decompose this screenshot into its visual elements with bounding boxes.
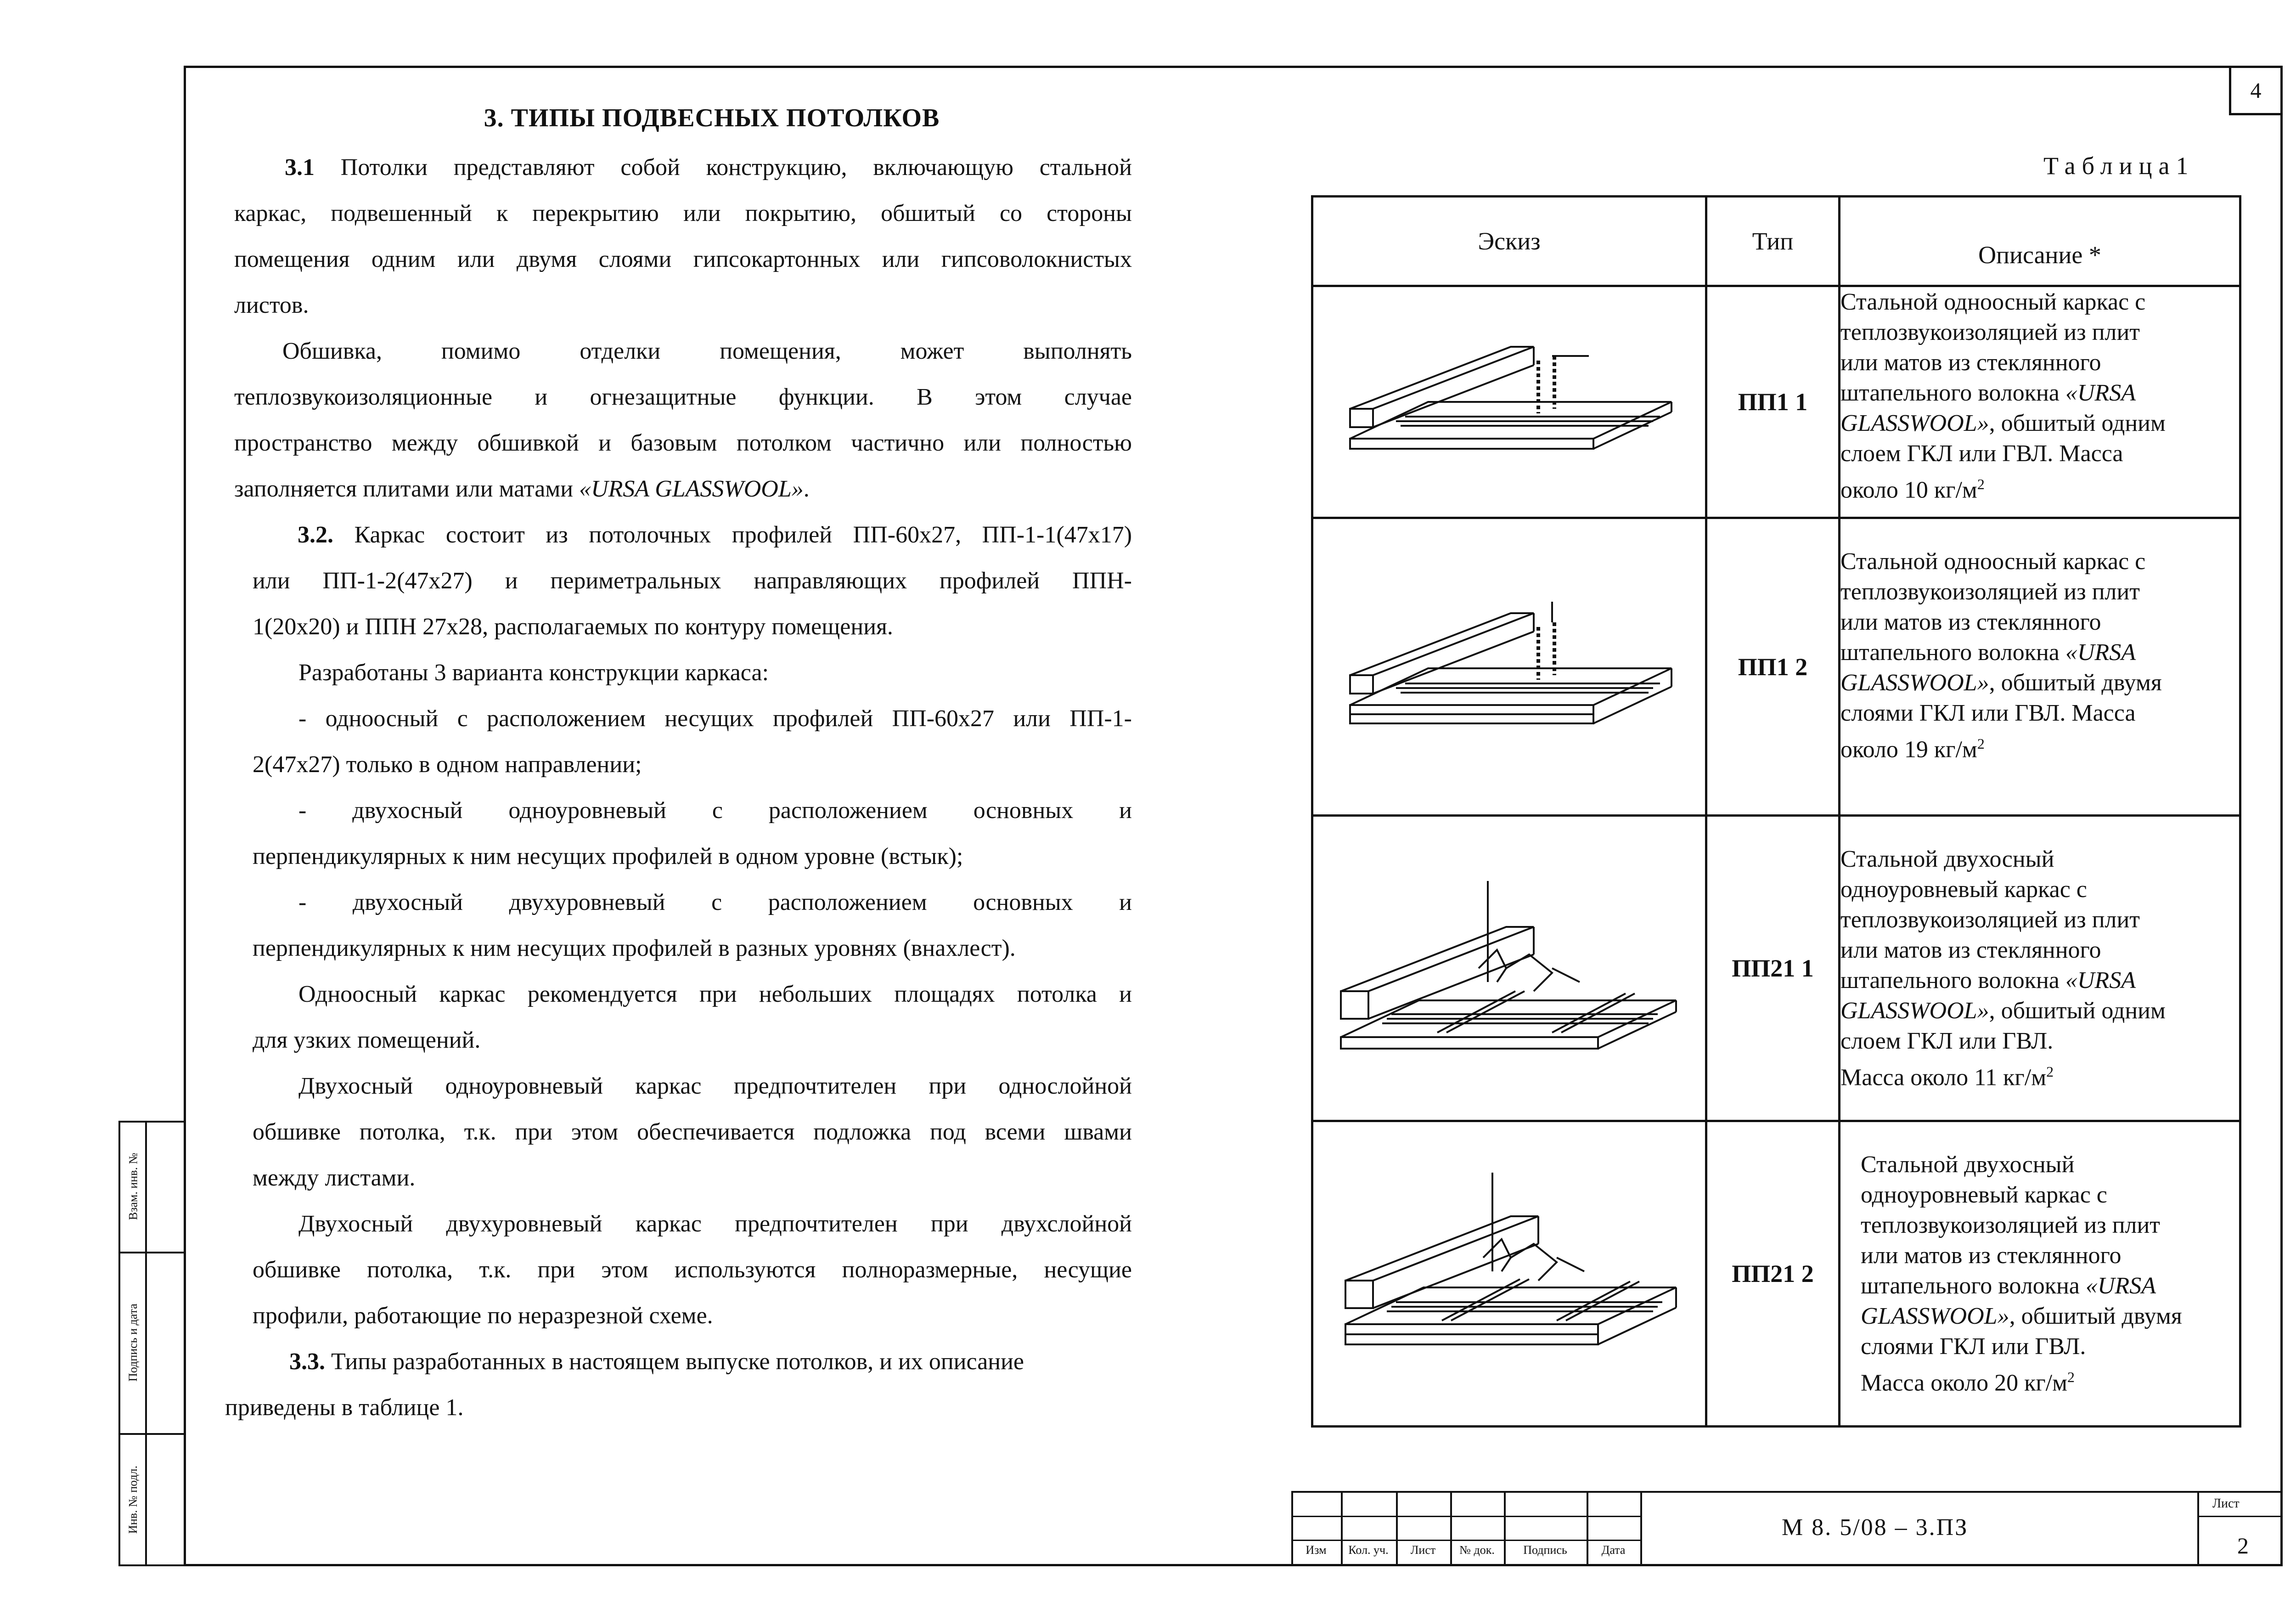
paragraph-cladding-line: пространство между обшивкой и базовым потолком частично или полностью (234, 430, 1132, 456)
title-block-row-line (2197, 1516, 2283, 1517)
paragraph-3-2-line: 1(20х20) и ППН 27х28, располагаемых по контуру помещения. (253, 614, 893, 640)
title-block-col-qty: Кол. уч. (1348, 1543, 1389, 1557)
paragraph-3-1-line: листов. (234, 292, 309, 318)
paragraph-cladding-line: Обшивка, помимо отделки помещения, может выполнять (282, 338, 1132, 364)
sheet-number: 2 (2237, 1533, 2249, 1558)
variant-1-line: - одноосный с расположением несущих профилей ПП-60х27 или ПП-1- (298, 706, 1132, 732)
paragraph-number: 3.1 (285, 154, 315, 181)
type-cell: ПП1 1 (1706, 286, 1840, 518)
paragraph-biaxial-single-line: между листами. (253, 1165, 416, 1191)
side-stamp-sign-date: Подпись и дата (126, 1303, 140, 1382)
variant-1-line: 2(47х27) только в одном направлении; (253, 751, 642, 778)
paragraph-biaxial-single-line: Двухосный одноуровневый каркас предпочтителен при однослойной (298, 1073, 1132, 1099)
table-row (1312, 1121, 2240, 1427)
paragraph-cladding-line: теплозвукоизоляционные и огнезащитные функции. В этом случае (234, 384, 1132, 410)
title-block-col-sheet: Лист (1410, 1543, 1436, 1557)
paragraph-cladding-line: заполняется плитами или матами «URSA GLASSWOOL». (234, 476, 810, 502)
variant-3-line: - двухосный двухуровневый с расположением основных и (298, 889, 1132, 915)
title-block-col-doc: № док. (1459, 1543, 1495, 1557)
title-block-col-change: Изм (1306, 1543, 1327, 1557)
paragraph-variants-intro: Разработаны 3 варианта конструкции каркаса: (298, 660, 769, 686)
table-caption: Таблица1 (2043, 152, 2195, 180)
paragraph-3-2-line: или ПП-1-2(47х27) и периметральных направляющих профилей ППН- (253, 568, 1132, 594)
type-cell: ПП1 2 (1706, 518, 1840, 816)
description-cell: Стальной одноосный каркас с теплозвукоизоляцией из плит или матов из стеклянного штапельного волокна «URSA GLASSWOOL», обшитый двумя слоями ГКЛ или ГВЛ. Масса около 19 $кг/м^2$ (1840, 518, 2240, 816)
ceiling-sketch-biaxial-single (1313, 817, 1705, 1120)
header-sketch: Эскиз (1312, 197, 1706, 286)
paragraph-uniaxial-line: для узких помещений. (253, 1027, 481, 1053)
ceiling-types-table (1311, 195, 2241, 1428)
paragraph-3-2-line: 3.2. Каркас состоит из потолочных профилей ПП-60х27, ПП-1-1(47х17) (298, 522, 1132, 548)
title-block-col-date: Дата (1601, 1543, 1626, 1557)
sketch-cell (1312, 1121, 1706, 1427)
paragraph-biaxial-double-line: Двухосный двухуровневый каркас предпочтителен при двухслойной (298, 1211, 1132, 1237)
description-cell: Стальной двухосный одноуровневый каркас с теплозвукоизоляцией из плит или матов из стеклянного штапельного волокна «URSA GLASSWOOL», обшитый одним слоем ГКЛ или ГВЛ. Масса около 11 $кг/м^2$ (1840, 816, 2240, 1121)
sketch-cell (1312, 286, 1706, 518)
type-cell: ПП21 1 (1706, 816, 1840, 1121)
table-row (1312, 286, 2240, 518)
table-row (1312, 816, 2240, 1121)
document-code: М 8. 5/08 – 3.ПЗ (1782, 1514, 1969, 1541)
brand-name: «URSA GLASSWOOL» (579, 476, 804, 502)
paragraph-biaxial-double-line: обшивке потолка, т.к. при этом используются полноразмерные, несущие (253, 1257, 1132, 1283)
paragraph-biaxial-double-line: профили, работающие по неразрезной схеме. (253, 1303, 713, 1329)
side-stamp-inv-replace: Взам. инв. № (126, 1152, 140, 1220)
ceiling-sketch-biaxial-double (1313, 1122, 1705, 1425)
page-number: 4 (2250, 78, 2262, 103)
title-block-row-line (1291, 1540, 1640, 1541)
ceiling-sketch-uniaxial-double (1313, 519, 1705, 813)
title-block-divider (2197, 1491, 2199, 1566)
title-block-row-line (1291, 1516, 1640, 1517)
title-block-col-sign: Подпись (1523, 1543, 1567, 1557)
paragraph-3-1-line: помещения одним или двумя слоями гипсокартонных или гипсоволокнистых (234, 246, 1132, 272)
paragraph-3-3-line: 3.3. Типы разработанных в настоящем выпуске потолков, и их описание (289, 1349, 1024, 1375)
variant-3-line: перпендикулярных к ним несущих профилей в разных уровнях (внахлест). (253, 935, 1016, 961)
paragraph-number: 3.2. (298, 522, 333, 548)
paragraph-3-3-line: приведены в таблице 1. (225, 1394, 464, 1421)
description-cell: Стальной двухосный одноуровневый каркас с теплозвукоизоляцией из плит или матов из стеклянного штапельного волокна «URSA GLASSWOOL», обшитый двумя слоями ГКЛ или ГВЛ. Масса около 20 $кг/м^2$ (1840, 1121, 2240, 1427)
variant-2-line: - двухосный одноуровневый с расположением основных и (298, 797, 1132, 824)
paragraph-number: 3.3. (289, 1349, 325, 1375)
paragraph-3-1-line: каркас, подвешенный к перекрытию или покрытию, обшитый со стороны (234, 200, 1132, 226)
paragraph-biaxial-single-line: обшивке потолка, т.к. при этом обеспечивается подложка под всеми швами (253, 1119, 1132, 1145)
page-number-box (2229, 66, 2283, 115)
sheet-label: Лист (2212, 1496, 2240, 1511)
header-type: Тип (1706, 197, 1840, 286)
description-cell: Стальной одноосный каркас с теплозвукоизоляцией из плит или матов из стеклянного штапельного волокна «URSA GLASSWOOL», обшитый одним слоем ГКЛ или ГВЛ. Масса около 10 $кг/м^2$ (1840, 286, 2240, 518)
paragraph-uniaxial-line: Одноосный каркас рекомендуется при небольших площадях потолка и (298, 981, 1132, 1007)
variant-2-line: перпендикулярных к ним несущих профилей в одном уровне (встык); (253, 843, 963, 869)
paragraph-3-1-line: 3.1 Потолки представляют собой конструкцию, включающую стальной (285, 154, 1132, 181)
type-cell: ПП21 2 (1706, 1121, 1840, 1427)
title-block-divider (1640, 1491, 1642, 1566)
sketch-cell (1312, 518, 1706, 816)
sketch-cell (1312, 816, 1706, 1121)
side-stamp-inv-orig: Инв. № подл. (126, 1465, 140, 1534)
header-description: Описание * (1840, 197, 2240, 286)
ceiling-sketch-uniaxial-single (1313, 287, 1705, 517)
table-row (1312, 518, 2240, 816)
section-title: 3. ТИПЫ ПОДВЕСНЫХ ПОТОЛКОВ (484, 104, 940, 132)
